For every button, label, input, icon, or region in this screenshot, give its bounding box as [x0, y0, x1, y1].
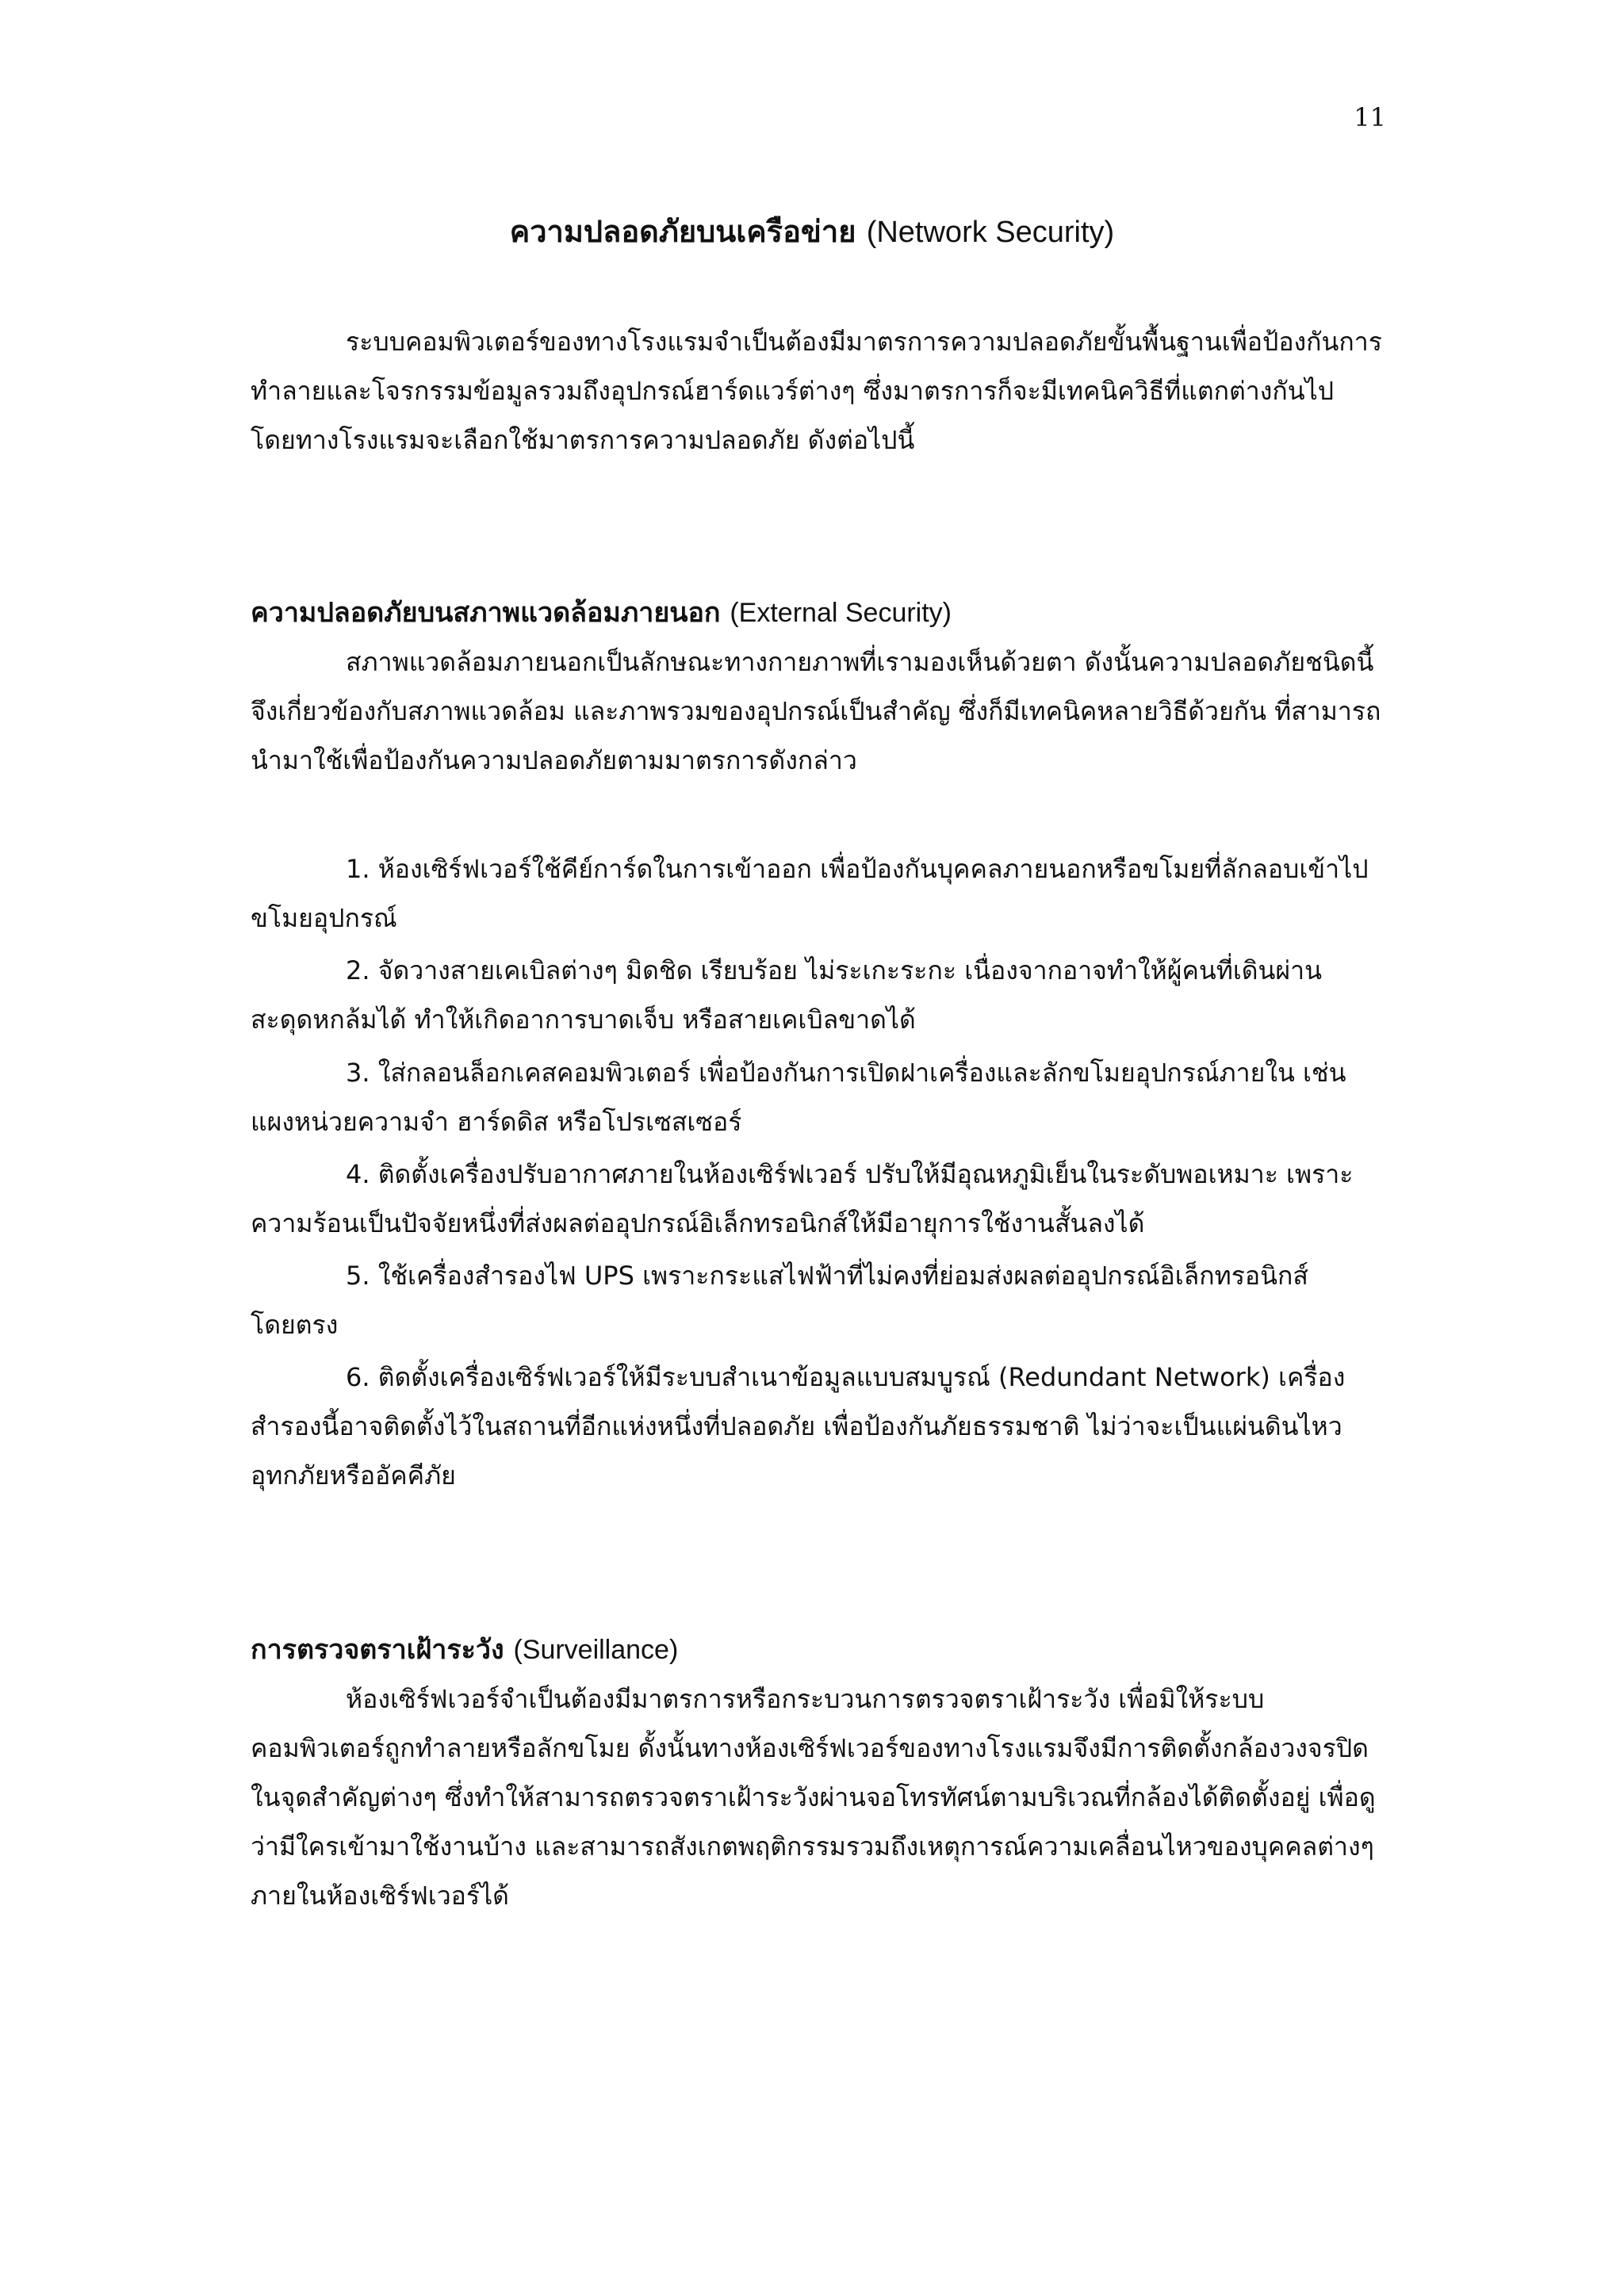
- title-thai: ความปลอดภัยบนเครือข่าย: [509, 214, 856, 249]
- surveillance-paragraph: ห้องเซิร์ฟเวอร์จำเป็นต้องมีมาตรการหรือกระบวนการตรวจตราเฝ้าระวัง เพื่อมิให้ระบบคอมพิวเตอร์ถูกทำลายหรือลักขโมย ดั้งนั้นทางห้องเซิร์ฟเวอร์ของทางโรงแรมจึงมีการติดตั้งกล้องวงจรปิดในจุดสำคัญต่างๆ ซึ่งทำให้สามารถตรวจตราเฝ้าระวังผ่านจอโทรทัศน์ตามบริเวณที่กล้องได้ติดตั้งอยู่ เพื่อดูว่ามีใครเข้ามาใช้งานบ้าง และสามารถสังเกตพฤติกรรมรวมถึงเหตุการณ์ความเคลื่อนไหวของบุคคลต่างๆ ภายในห้องเซิร์ฟเวอร์ได้: [251, 1684, 1376, 1911]
- external-item-3: 3. ใส่กลอนล็อกเคสคอมพิวเตอร์ เพื่อป้องกันการเปิดฝาเครื่องและลักขโมยอุปกรณ์ภายใน เช่นแผงหน่วยความจำ ฮาร์ดดิส หรือโปรเซสเซอร์: [251, 1058, 1346, 1137]
- surveillance-heading-thai: การตรวจตราเฝ้าระวัง: [251, 1634, 504, 1666]
- external-item-6: 6. ติดตั้งเครื่องเซิร์ฟเวอร์ให้มีระบบสำเนาข้อมูลแบบสมบูรณ์ (Redundant Network) เครื่องสำรองนี้อาจติดตั้งไว้ในสถานที่อีกแห่งหนึ่งที่ปลอดภัย เพื่อป้องกันภัยธรรมชาติ ไม่ว่าจะเป็นแผ่นดินไหว อุทกภัยหรืออัคคีภัย: [251, 1362, 1346, 1490]
- page-number: 11: [1354, 102, 1386, 132]
- intro-paragraph: ระบบคอมพิวเตอร์ของทางโรงแรมจำเป็นต้องมีมาตรการความปลอดภัยขั้นพื้นฐานเพื่อป้องกันการทำลายและโจรกรรมข้อมูลรวมถึงอุปกรณ์ฮาร์ดแวร์ต่างๆ ซึ่งมาตรการก็จะมีเทคนิควิธีที่แตกต่างกันไป โดยทางโรงแรมจะเลือกใช้มาตรการความปลอดภัย ดังต่อไปนี้: [251, 327, 1382, 455]
- external-item-1: 1. ห้องเซิร์ฟเวอร์ใช้คีย์การ์ดในการเข้าออก เพื่อป้องกันบุคคลภายนอกหรือขโมยที่ลักลอบเข้าไปขโมยอุปกรณ์: [251, 854, 1369, 933]
- external-security-paragraph: สภาพแวดล้อมภายนอกเป็นลักษณะทางกายภาพที่เรามองเห็นด้วยตา ดังนั้นความปลอดภัยชนิดนี้ จึงเกี่ยวข้องกับสภาพแวดล้อม และภาพรวมของอุปกรณ์เป็นสำคัญ ซึ่งก็มีเทคนิคหลายวิธีด้วยกัน ที่สามารถนำมาใช้เพื่อป้องกันความปลอดภัยตามมาตรการดังกล่าว: [251, 647, 1381, 775]
- external-item-2: 2. จัดวางสายเคเบิลต่างๆ มิดชิด เรียบร้อย ไม่ระเกะระกะ เนื่องจากอาจทำให้ผู้คนที่เดินผ่าน สะดุดหกล้มได้ ทำให้เกิดอาการบาดเจ็บ หรือสายเคเบิลขาดได้: [251, 955, 1322, 1035]
- external-item-5: 5. ใช้เครื่องสำรองไฟ UPS เพราะกระแสไฟฟ้าที่ไม่คงที่ย่อมส่งผลต่ออุปกรณ์อิเล็กทรอนิกส์โดยตรง: [251, 1261, 1308, 1340]
- external-heading-thai: ความปลอดภัยบนสภาพแวดล้อมภายนอก: [251, 597, 721, 629]
- external-heading-english: (External Security): [730, 598, 952, 628]
- external-item-4: 4. ติดตั้งเครื่องปรับอากาศภายในห้องเซิร์ฟเวอร์ ปรับให้มีอุณหภูมิเย็นในระดับพอเหมาะ เพราะความร้อนเป็นปัจจัยหนึ่งที่ส่งผลต่ออุปกรณ์อิเล็กทรอนิกส์ให้มีอายุการใช้งานสั้นลงได้: [251, 1159, 1354, 1238]
- page-title: [0, 208, 1624, 256]
- surveillance-heading: [251, 1625, 1386, 1674]
- surveillance-heading-english: (Surveillance): [513, 1635, 679, 1665]
- external-security-heading: [251, 588, 1386, 637]
- title-english: (Network Security): [866, 216, 1115, 249]
